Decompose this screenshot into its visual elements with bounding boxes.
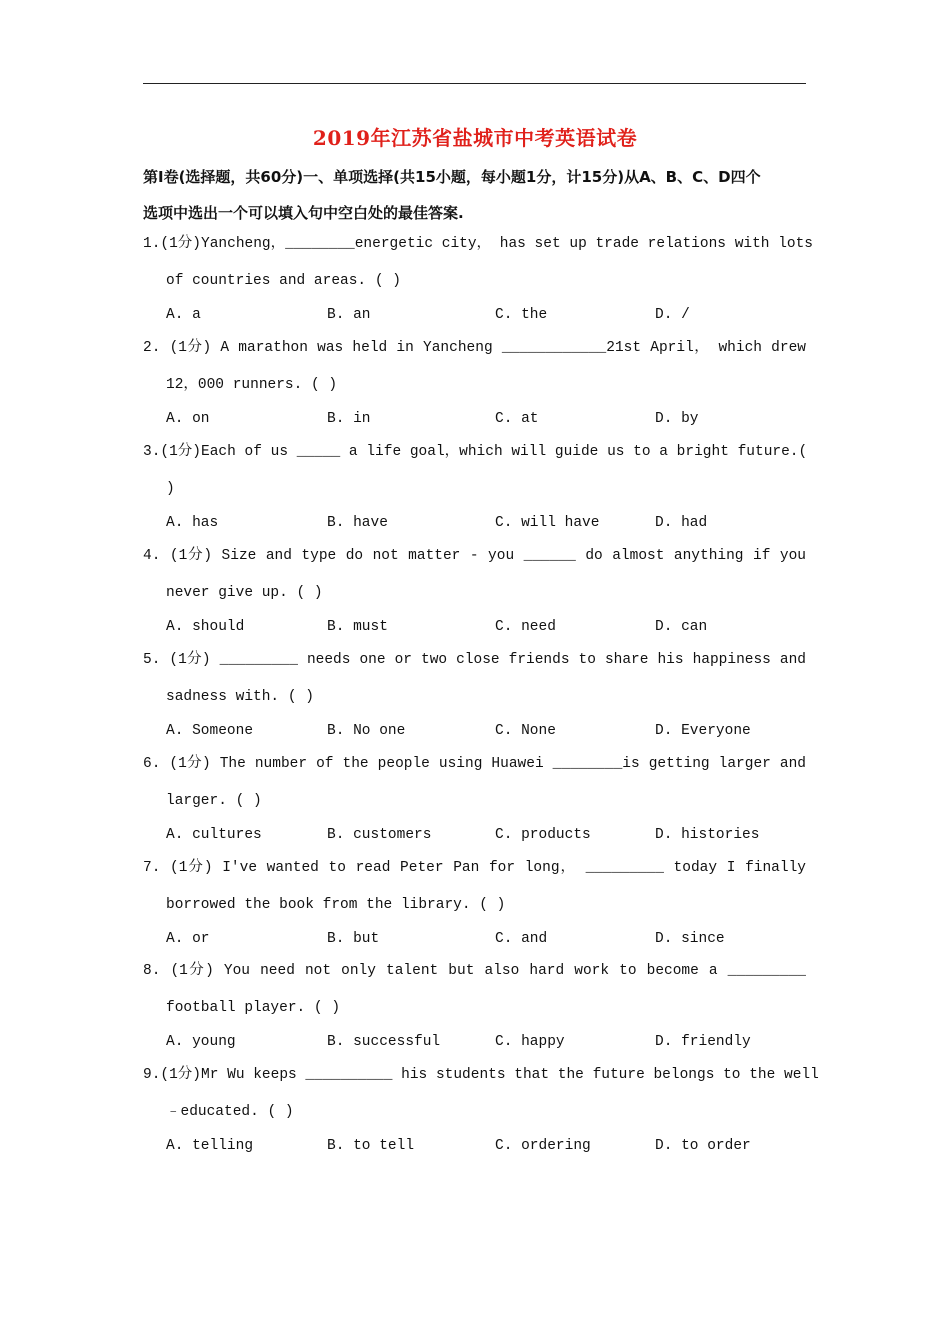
option-c[interactable]: C. need <box>495 619 556 635</box>
option-b[interactable]: B. customers <box>327 827 432 843</box>
option-a[interactable]: A. should <box>166 619 245 635</box>
question-1 <box>143 226 814 330</box>
option-d[interactable]: D. friendly <box>655 1034 751 1050</box>
option-a[interactable]: A. or <box>166 931 210 947</box>
question-9-options <box>143 1131 806 1161</box>
section-heading <box>143 159 808 231</box>
option-d[interactable]: D. to order <box>655 1138 751 1154</box>
option-b[interactable]: B. No one <box>327 723 406 739</box>
option-a[interactable]: A. has <box>166 515 219 531</box>
option-c[interactable]: C. at <box>495 411 539 427</box>
option-b[interactable]: B. but <box>327 931 380 947</box>
question-9 <box>143 1057 819 1161</box>
option-b[interactable]: B. in <box>327 411 371 427</box>
option-d[interactable]: D. Everyone <box>655 723 751 739</box>
question-9-line1: 9.(1分)Mr Wu keeps __________ his students that the future belongs to the well <box>143 1067 819 1083</box>
question-4-line1: 4. (1分) Size and type do not matter - you ______ do almost anything if you <box>143 548 806 564</box>
option-c[interactable]: C. products <box>495 827 591 843</box>
question-6-line2: larger. ( ) <box>166 793 262 809</box>
option-d[interactable]: D. / <box>655 307 690 323</box>
page-title: 2019年江苏省盐城市中考英语试卷 <box>312 126 638 150</box>
question-7 <box>143 850 806 954</box>
section-heading-line1: 第Ⅰ卷(选择题，共60分)一、单项选择(共15小题，每小题1分，计15分)从A、B、C、D四个 <box>143 168 761 186</box>
option-d[interactable]: D. since <box>655 931 725 947</box>
option-c[interactable]: C. will have <box>495 515 600 531</box>
question-1-line2: of countries and areas. ( ) <box>166 273 401 289</box>
option-d[interactable]: D. histories <box>655 827 760 843</box>
question-5 <box>143 642 806 746</box>
question-7-line1: 7. (1分) I've wanted to read Peter Pan for long， _________ today I finally <box>143 860 806 876</box>
question-8-line2: football player. ( ) <box>166 1000 341 1016</box>
question-5-line1: 5. (1分) _________ needs one or two close friends to share his happiness and <box>143 652 806 668</box>
option-a[interactable]: A. young <box>166 1034 236 1050</box>
question-6 <box>143 746 806 850</box>
question-2-line2: 12，000 runners. ( ) <box>166 377 338 393</box>
option-c[interactable]: C. None <box>495 723 556 739</box>
question-1-options <box>143 300 806 330</box>
question-3-line1: 3.(1分)Each of us _____ a life goal，which will guide us to a bright future.( <box>143 444 808 460</box>
option-a[interactable]: A. on <box>166 411 210 427</box>
option-a[interactable]: A. Someone <box>166 723 254 739</box>
question-2-options <box>143 404 806 434</box>
question-3 <box>143 434 806 538</box>
question-6-line1: 6. (1分) The number of the people using Huawei ________is getting larger and <box>143 756 806 772</box>
question-7-line2: borrowed the book from the library. ( ) <box>166 897 506 913</box>
option-c[interactable]: C. happy <box>495 1034 565 1050</box>
question-8-line1: 8. (1分) You need not only talent but also hard work to become a _________ <box>143 963 806 979</box>
question-8-options <box>143 1027 806 1057</box>
option-a[interactable]: A. telling <box>166 1138 254 1154</box>
option-c[interactable]: C. the <box>495 307 548 323</box>
option-d[interactable]: D. had <box>655 515 708 531</box>
option-c[interactable]: C. and <box>495 931 548 947</box>
question-3-line2: ) <box>166 481 175 497</box>
option-d[interactable]: D. can <box>655 619 708 635</box>
option-b[interactable]: B. must <box>327 619 388 635</box>
option-a[interactable]: A. cultures <box>166 827 262 843</box>
question-4-options <box>143 612 806 642</box>
question-1-line1: 1.(1分)Yancheng，________energetic city， has set up trade relations with lots <box>143 236 814 252</box>
question-4-line2: never give up. ( ) <box>166 585 323 601</box>
option-b[interactable]: B. to tell <box>327 1138 415 1154</box>
section-heading-line2: 选项中选出一个可以填入句中空白处的最佳答案. <box>143 204 464 222</box>
question-3-options <box>143 508 806 538</box>
question-8 <box>143 953 806 1057</box>
question-2 <box>143 330 806 434</box>
option-b[interactable]: B. an <box>327 307 371 323</box>
header-rule <box>143 83 806 84</box>
question-5-line2: sadness with. ( ) <box>166 689 314 705</box>
option-c[interactable]: C. ordering <box>495 1138 591 1154</box>
option-b[interactable]: B. have <box>327 515 388 531</box>
option-b[interactable]: B. successful <box>327 1034 441 1050</box>
question-4 <box>143 538 806 642</box>
question-7-options <box>143 924 806 954</box>
question-6-options <box>143 820 806 850</box>
option-d[interactable]: D. by <box>655 411 699 427</box>
question-5-options <box>143 716 806 746</box>
question-2-line1: 2. (1分) A marathon was held in Yancheng ____________21st April， which drew <box>143 340 806 356</box>
option-a[interactable]: A. a <box>166 307 201 323</box>
question-9-line2: ﹣educated. ( ) <box>166 1104 294 1120</box>
